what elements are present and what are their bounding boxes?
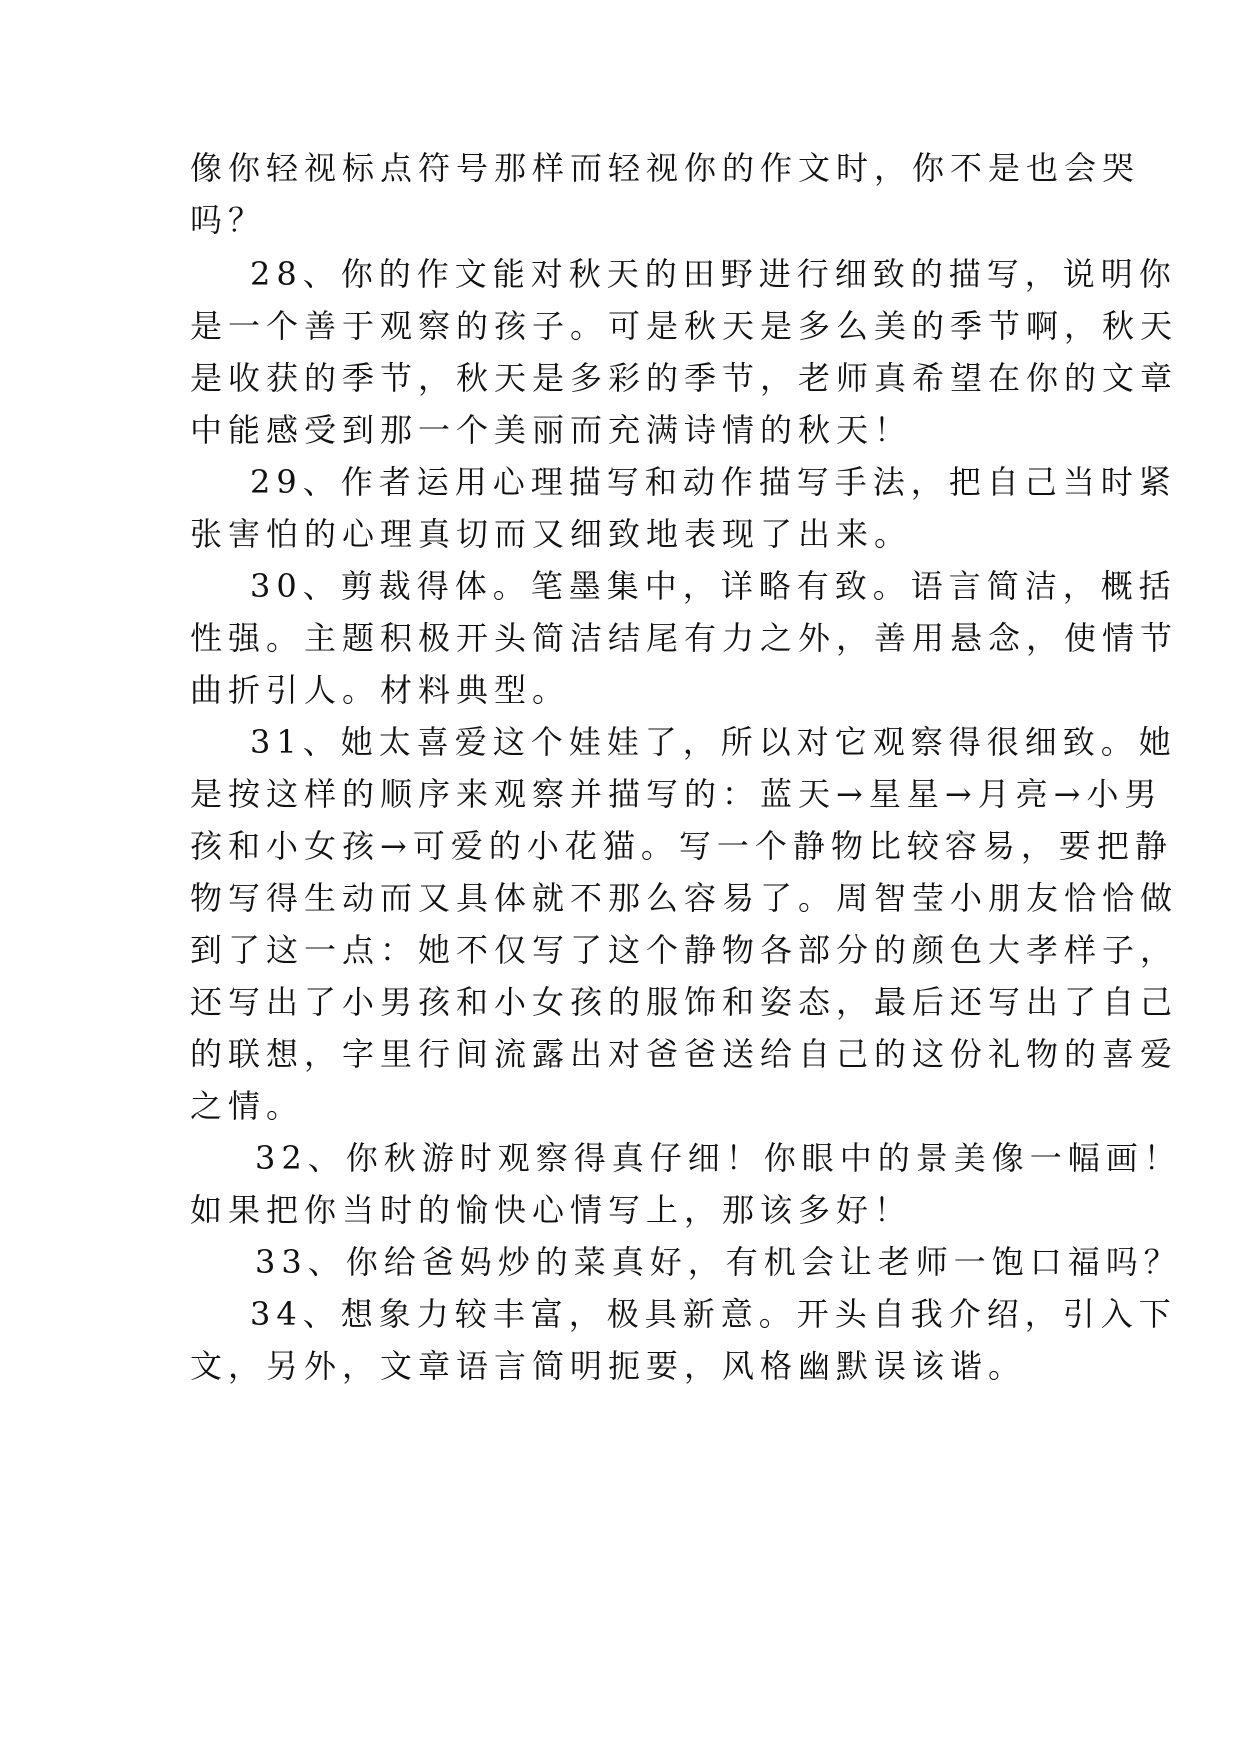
text-line: 孩和小女孩→可爱的小花猫。写一个静物比较容易，要把静	[190, 827, 1173, 865]
paragraph-28-first-line: 28、你的作文能对秋天的田野进行细致的描写，说明你	[250, 255, 1177, 293]
text-line: 的联想，字里行间流露出对爸爸送给自己的这份礼物的喜爱	[190, 1035, 1179, 1073]
text-line: 物写得生动而又具体就不那么容易了。周智莹小朋友恰恰做	[190, 879, 1179, 917]
text-line: 曲折引人。材料典型。	[190, 671, 571, 709]
text-line: 之情。	[190, 1087, 305, 1125]
text-line: 张害怕的心理真切而又细致地表现了出来。	[190, 515, 913, 553]
paragraph-29-first-line: 29、作者运用心理描写和动作描写手法，把自己当时紧	[250, 463, 1177, 501]
text-line: 性强。主题积极开头简洁结尾有力之外，善用悬念，使情节	[190, 619, 1179, 657]
text-line: 是收获的季节，秋天是多彩的季节，老师真希望在你的文章	[190, 359, 1179, 397]
text-line: 吗？	[190, 201, 267, 239]
paragraph-32-first-line: 32、你秋游时观察得真仔细！你眼中的景美像一幅画！	[255, 1139, 1182, 1177]
text-line: 文，另外，文章语言简明扼要，风格幽默误该谐。	[190, 1347, 1027, 1385]
paragraph-34-first-line: 34、想象力较丰富，极具新意。开头自我介绍，引入下	[250, 1295, 1177, 1333]
text-line: 到了这一点：她不仅写了这个静物各部分的颜色大孝样子，	[190, 931, 1179, 969]
paragraph-30-first-line: 30、剪裁得体。笔墨集中，详略有致。语言简洁，概括	[250, 567, 1177, 605]
text-line: 是一个善于观察的孩子。可是秋天是多么美的季节啊，秋天	[190, 307, 1179, 345]
paragraph-33-first-line: 33、你给爸妈炒的菜真好，有机会让老师一饱口福吗？	[255, 1243, 1182, 1281]
text-line: 还写出了小男孩和小女孩的服饰和姿态，最后还写出了自己	[190, 983, 1179, 1021]
text-line: 中能感受到那一个美丽而充满诗情的秋天！	[190, 411, 913, 449]
text-line: 像你轻视标点符号那样而轻视你的作文时，你不是也会哭	[190, 149, 1141, 187]
paragraph-31-first-line: 31、她太喜爱这个娃娃了，所以对它观察得很细致。她	[250, 723, 1177, 761]
text-line: 是按这样的顺序来观察并描写的：蓝天→星星→月亮→小男	[190, 775, 1163, 813]
text-line: 如果把你当时的愉快心情写上，那该多好！	[190, 1191, 913, 1229]
